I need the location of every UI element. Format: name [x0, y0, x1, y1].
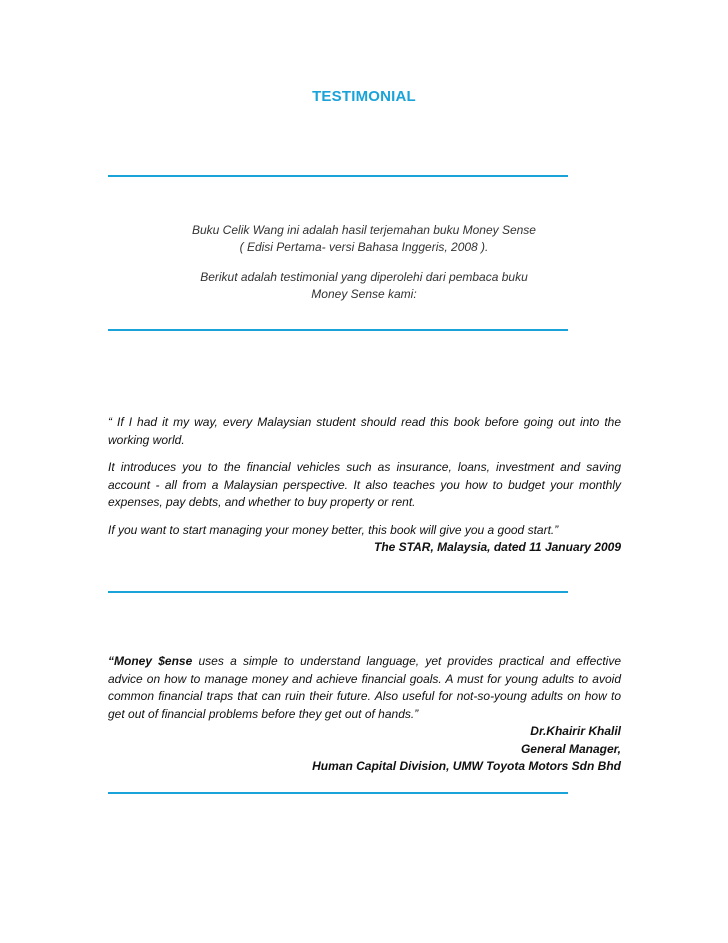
divider	[108, 591, 568, 593]
author-name: Dr.Khairir Khalil	[530, 724, 621, 738]
intro-line: Money Sense kami:	[311, 287, 417, 301]
book-brand-name: “Money $ense	[108, 654, 193, 668]
intro-line: Berikut adalah testimonial yang diperolehi dari pembaca buku	[200, 270, 528, 284]
testimonial-source: The STAR, Malaysia, dated 11 January 2009	[374, 540, 621, 554]
intro-block	[0, 222, 728, 303]
divider	[108, 175, 568, 177]
testimonial-star	[108, 414, 621, 557]
author-title: General Manager,	[520, 741, 621, 756]
testimonial-paragraph: It introduces you to the financial vehicles such as insurance, loans, investment and saving account - all from a Malaysian perspective. It also teaches you how to budget your monthly expenses, pay debts, and whether to buy property or rent.	[108, 460, 621, 509]
testimonial-text: uses a simple to understand language, yet provides practical and effective advice on how to manage money and achieve financial goals. A must for young adults to avoid common financial traps that can ruin their future. Also useful for not-so-young adults on how to get out of financial problems before they get out of hands.”	[108, 654, 621, 721]
divider	[108, 792, 568, 794]
testimonial-umw	[108, 653, 621, 776]
testimonial-paragraph: “ If I had it my way, every Malaysian student should read this book before going out into the working world.	[108, 415, 621, 447]
testimonial-paragraph	[108, 653, 621, 723]
intro-line: Buku Celik Wang ini adalah hasil terjemahan buku Money Sense	[192, 223, 536, 237]
divider	[108, 329, 568, 331]
page-title: TESTIMONIAL	[312, 88, 416, 105]
author-organization: Human Capital Division, UMW Toyota Motors Sdn Bhd	[312, 759, 621, 773]
testimonial-paragraph: If you want to start managing your money better, this book will give you a good start.”	[108, 522, 559, 537]
intro-line: ( Edisi Pertama- versi Bahasa Inggeris, 2008 ).	[239, 240, 489, 254]
